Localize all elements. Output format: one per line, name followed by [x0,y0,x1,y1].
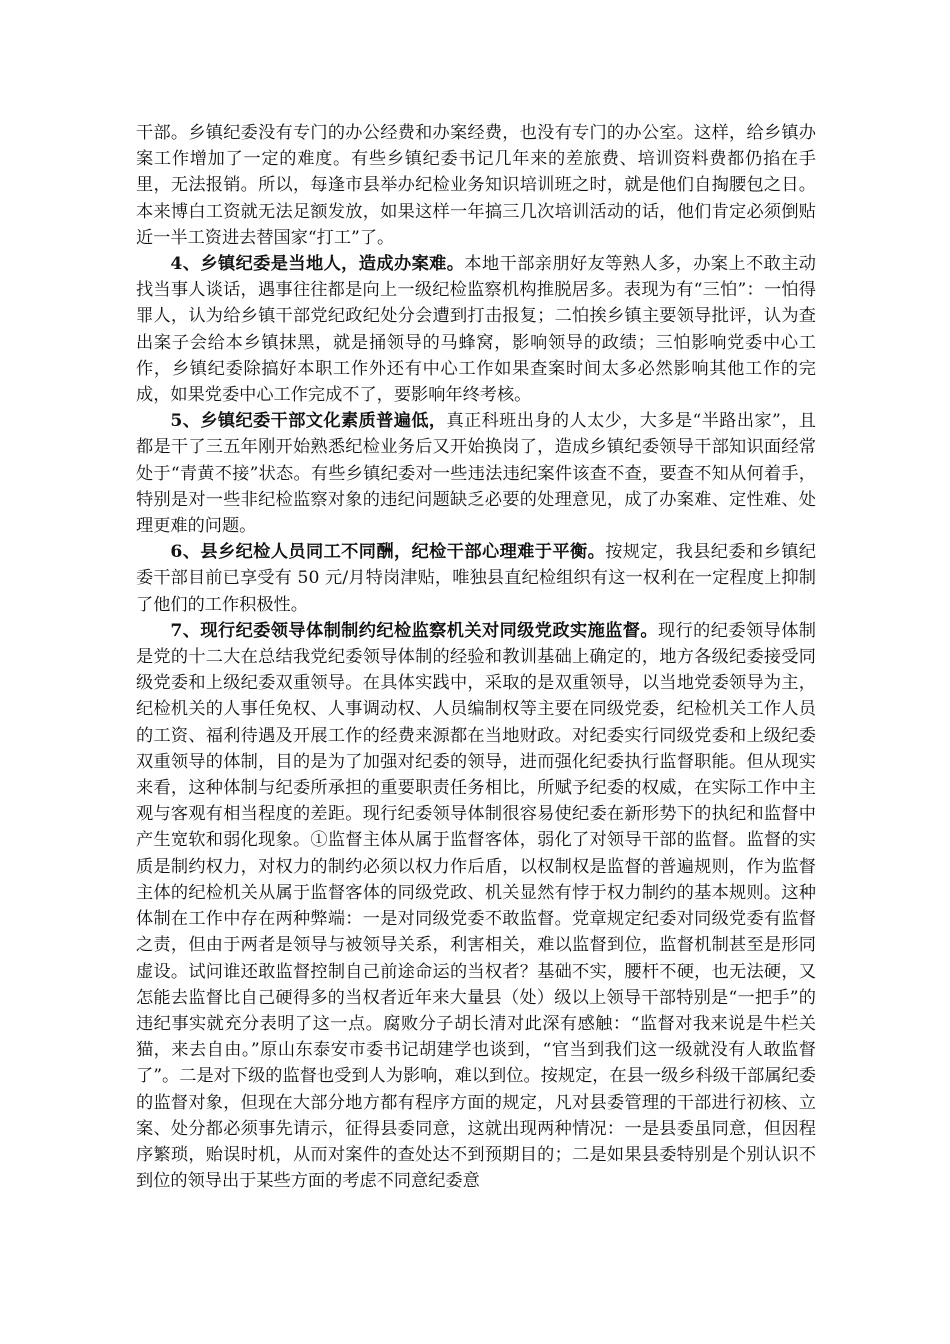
document-page [136,120,816,1194]
paragraph-point-6 [136,539,816,618]
paragraph-text: 干部。乡镇纪委没有专门的办公经费和办案经费，也没有专门的办公室。这样，给乡镇办案工作增加了一定的难度。有些乡镇纪委书记几年来的差旅费、培训资料费都仍掐在手里，无法报销。所以，每逢市县举办纪检业务知识培训班之时，就是他们自掏腰包之日。本来博白工资就无法足额发放，如果这样一年搞三几次培训活动的话，他们肯定必须倒贴近一半工资进去替国家“打工”了。 [136,123,816,248]
paragraph-text: 真正科班出身的人太少，大多是“半路出家”，且都是干了三五年刚开始熟悉纪检业务后又开始换岗了，造成乡镇纪委领导干部知识面经常处于“青黄不接”状态。有些乡镇纪委对一些违法违纪案件该查不查，要查不知从何着手，特别是对一些非纪检监察对象的违纪问题缺乏必要的处理意见，成了办案难、定性难、处理更难的问题。 [136,411,816,537]
paragraph-text: 按规定，我县纪委和乡镇纪委干部目前已享受有 50 元/月特岗津贴，唯独县直纪检组织有这一权利在一定程度上抑制了他们的工作积极性。 [136,542,816,615]
paragraph-heading: 6、县乡纪检人员同工不同酬，纪检干部心理难于平衡。 [170,542,606,563]
paragraph-point-4 [136,251,816,408]
paragraph-heading: 4、乡镇纪委是当地人，造成办案难。 [170,254,465,275]
paragraph-heading: 5、乡镇纪委干部文化素质普遍低， [170,411,447,432]
paragraph-continuation [136,120,816,251]
paragraph-heading: 7、现行纪委领导体制制约纪检监察机关对同级党政实施监督。 [170,620,658,641]
paragraph-point-5 [136,408,816,539]
paragraph-text: 现行的纪委领导体制是党的十二大在总结我党纪委领导体制的经验和教训基础上确定的，地方各级纪委接受同级党委和上级纪委双重领导。在具体实践中，采取的是双重领导，以当地党委领导为主，纪检机关的人事任免权、人事调动权、人员编制权等主要在同级党委，纪检机关工作人员的工资、福利待遇及开展工作的经费来源都在当地财政。对纪委实行同级党委和上级纪委双重领导的体制，目的是为了加强对纪委的领导，进而强化纪委执行监督职能。但从现实来看，这种体制与纪委所承担的重要职责任务相比，所赋予纪委的权威，在实际工作中主观与客观有相当程度的差距。现行纪委领导体制很容易使纪委在新形势下的执纪和监督中产生宽软和弱化现象。①监督主体从属于监督客体，弱化了对领导干部的监督。监督的实质是制约权力，对权力的制约必须以权力作后盾，以权制权是监督的普遍规则，作为监督主体的纪检机关从属于监督客体的同级党政、机关显然有悖于权力制约的基本规则。这种体制在工作中存在两种弊端：一是对同级党委不敢监督。党章规定纪委对同级党委有监督之责，但由于两者是领导与被领导关系，利害相关，难以监督到位，监督机制甚至是形同虚设。试问谁还敢监督控制自己前途命运的当权者？基础不实，腰杆不硬，也无法硬，又怎能去监督比自己硬得多的当权者近年来大量县（处）级以上领导干部特别是“一把手”的违纪事实就充分表明了这一点。腐败分子胡长清对此深有感触：“监督对我来说是牛栏关猫，来去自由。”原山东泰安市委书记胡建学也谈到，“官当到我们这一级就没有人敢监督了”。二是对下级的监督也受到人为影响，难以到位。按规定，在县一级乡科级干部属纪委的监督对象，但现在大部分地方都有程序方面的规定，凡对县委管理的干部进行初核、立案、处分都必须事先请示，征得县委同意，这就出现两种情况：一是县委虽同意，但因程序繁琐，贻误时机，从而对案件的查处达不到预期目的；二是如果县委特别是个别认识不到位的领导出于某些方面的考虑不同意纪委意 [136,620,816,1192]
paragraph-point-7 [136,618,816,1194]
paragraph-text: 本地干部亲朋好友等熟人多，办案上不敢主动找当事人谈话，遇事往往都是向上一级纪检监察机构推脱居多。表现为有“三怕”：一怕得罪人，认为给乡镇干部党纪政纪处分会遭到打击报复；二怕挨乡镇主要领导批评，认为查出案子会给本乡镇抹黑，就是捅领导的马蜂窝，影响领导的政绩；三怕影响党委中心工作，乡镇纪委除搞好本职工作外还有中心工作如果查案时间太多必然影响其他工作的完成，如果党委中心工作完成不了，要影响年终考核。 [136,254,816,406]
